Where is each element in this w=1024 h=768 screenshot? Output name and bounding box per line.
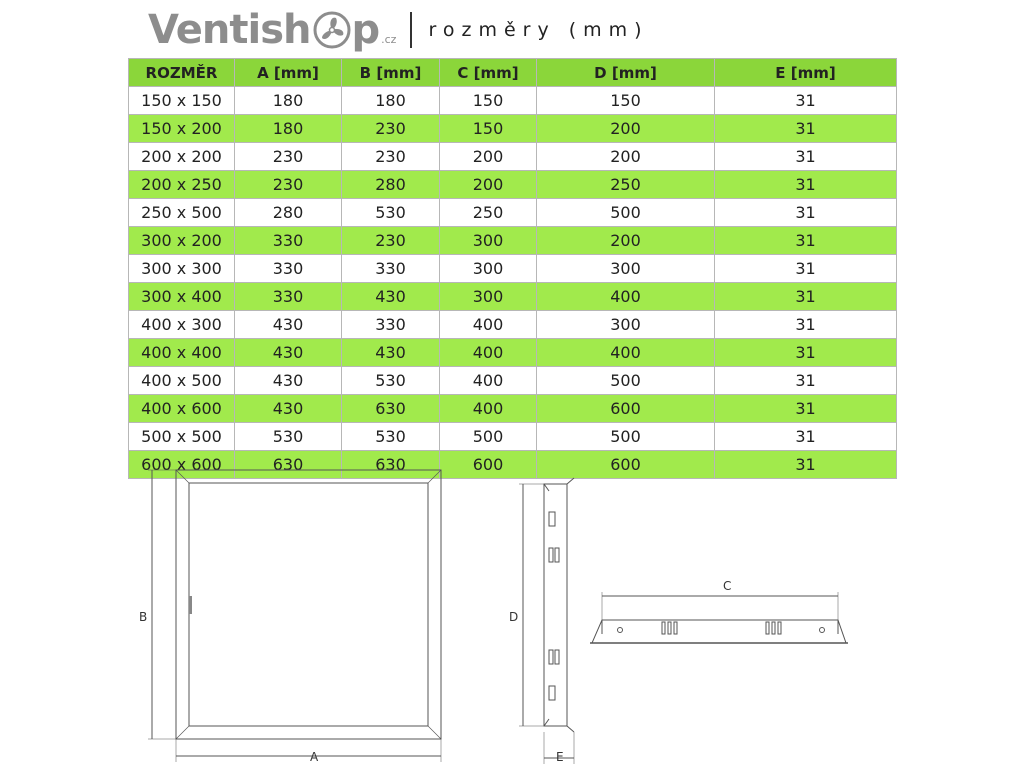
table-cell: 150: [440, 115, 537, 143]
header: [148, 6, 649, 54]
table-row: [129, 311, 897, 339]
table-cell: 180: [235, 115, 342, 143]
dimensions-table: [128, 58, 897, 479]
table-cell: 530: [342, 199, 440, 227]
table-cell: 250 x 500: [129, 199, 235, 227]
table-cell: 530: [342, 423, 440, 451]
table-cell: 31: [715, 339, 897, 367]
table-cell: 400: [440, 395, 537, 423]
table-row: [129, 227, 897, 255]
table-cell: 400: [440, 367, 537, 395]
table-cell: 430: [235, 395, 342, 423]
table-cell: 230: [342, 143, 440, 171]
table-cell: 230: [235, 171, 342, 199]
logo-text: Ventish: [148, 7, 311, 53]
label-c: C: [723, 579, 732, 593]
table-cell: 31: [715, 367, 897, 395]
table-cell: 300: [440, 227, 537, 255]
front-view-inner-panel: [189, 483, 428, 726]
table-cell: 230: [235, 143, 342, 171]
table-row: [129, 367, 897, 395]
column-header: B [mm]: [342, 59, 440, 87]
table-cell: 150 x 150: [129, 87, 235, 115]
table-cell: 400 x 400: [129, 339, 235, 367]
table-cell: 600: [537, 451, 715, 479]
column-header: A [mm]: [235, 59, 342, 87]
table-cell: 300 x 300: [129, 255, 235, 283]
table-cell: 630: [342, 395, 440, 423]
table-cell: 400 x 600: [129, 395, 235, 423]
table-cell: 400: [440, 311, 537, 339]
table-cell: 180: [235, 87, 342, 115]
table-cell: 400: [537, 283, 715, 311]
table-cell: 31: [715, 199, 897, 227]
table-cell: 200: [440, 143, 537, 171]
table-row: [129, 87, 897, 115]
logo-text-end: p: [351, 7, 380, 53]
table-cell: 330: [342, 255, 440, 283]
table-row: [129, 339, 897, 367]
lock-icon: [189, 596, 192, 614]
table-cell: 200 x 250: [129, 171, 235, 199]
table-cell: 430: [235, 367, 342, 395]
label-b: B: [139, 610, 148, 624]
table-body: [129, 87, 897, 479]
table-cell: 500: [537, 367, 715, 395]
table-row: [129, 395, 897, 423]
column-header: E [mm]: [715, 59, 897, 87]
table-cell: 300 x 200: [129, 227, 235, 255]
label-a: A: [310, 750, 319, 764]
table-cell: 300: [440, 283, 537, 311]
table-cell: 430: [235, 339, 342, 367]
table-cell: 31: [715, 283, 897, 311]
table-cell: 500 x 500: [129, 423, 235, 451]
column-header: C [mm]: [440, 59, 537, 87]
fan-icon: [312, 10, 352, 50]
table-cell: 400: [537, 339, 715, 367]
table-cell: 630: [235, 451, 342, 479]
table-cell: 330: [342, 311, 440, 339]
table-cell: 330: [235, 227, 342, 255]
table-cell: 150: [537, 87, 715, 115]
table-cell: 630: [342, 451, 440, 479]
column-header: D [mm]: [537, 59, 715, 87]
table-row: [129, 255, 897, 283]
table-cell: 400 x 500: [129, 367, 235, 395]
table-cell: 430: [342, 283, 440, 311]
table-row: [129, 283, 897, 311]
table-row: [129, 143, 897, 171]
front-view-outer-frame: [176, 470, 441, 739]
table-cell: 530: [342, 367, 440, 395]
label-e: E: [556, 750, 564, 764]
table-cell: 31: [715, 143, 897, 171]
table-cell: 200: [537, 115, 715, 143]
table-cell: 31: [715, 171, 897, 199]
table-cell: 300: [537, 255, 715, 283]
table-cell: 500: [537, 199, 715, 227]
table-cell: 250: [440, 199, 537, 227]
table-cell: 280: [235, 199, 342, 227]
table-cell: 230: [342, 115, 440, 143]
table-cell: 250: [537, 171, 715, 199]
top-view: [590, 592, 848, 643]
table-cell: 400: [440, 339, 537, 367]
table-cell: 200: [537, 143, 715, 171]
table-cell: 530: [235, 423, 342, 451]
table-cell: 31: [715, 255, 897, 283]
header-divider: [410, 12, 412, 48]
table-cell: 31: [715, 311, 897, 339]
column-header: ROZMĚR: [129, 59, 235, 87]
technical-drawing: [0, 462, 1024, 768]
table-cell: 150: [440, 87, 537, 115]
table-cell: 280: [342, 171, 440, 199]
table-row: [129, 199, 897, 227]
table-cell: 330: [235, 283, 342, 311]
page-title: rozměry (mm): [428, 19, 649, 41]
table-cell: 31: [715, 451, 897, 479]
front-view: [148, 470, 441, 762]
table-cell: 600: [537, 395, 715, 423]
table-cell: 31: [715, 87, 897, 115]
table-row: [129, 171, 897, 199]
table-header-row: [129, 59, 897, 87]
table-row: [129, 115, 897, 143]
table-cell: 430: [342, 339, 440, 367]
table-cell: 180: [342, 87, 440, 115]
side-view: [519, 478, 574, 764]
table-cell: 400 x 300: [129, 311, 235, 339]
table-cell: 31: [715, 395, 897, 423]
table-cell: 150 x 200: [129, 115, 235, 143]
table-cell: 200: [537, 227, 715, 255]
table-cell: 300: [537, 311, 715, 339]
table-cell: 500: [537, 423, 715, 451]
table-cell: 430: [235, 311, 342, 339]
table-cell: 200 x 200: [129, 143, 235, 171]
table-cell: 200: [440, 171, 537, 199]
table-cell: 230: [342, 227, 440, 255]
table-cell: 31: [715, 227, 897, 255]
table-cell: 300: [440, 255, 537, 283]
table-cell: 600 x 600: [129, 451, 235, 479]
table-cell: 330: [235, 255, 342, 283]
table-row: [129, 423, 897, 451]
ventishop-logo[interactable]: [148, 7, 396, 53]
table-cell: 300 x 400: [129, 283, 235, 311]
table-cell: 31: [715, 115, 897, 143]
logo-tld: .cz: [381, 32, 397, 46]
table-cell: 31: [715, 423, 897, 451]
table-cell: 500: [440, 423, 537, 451]
table-cell: 600: [440, 451, 537, 479]
label-d: D: [509, 610, 519, 624]
